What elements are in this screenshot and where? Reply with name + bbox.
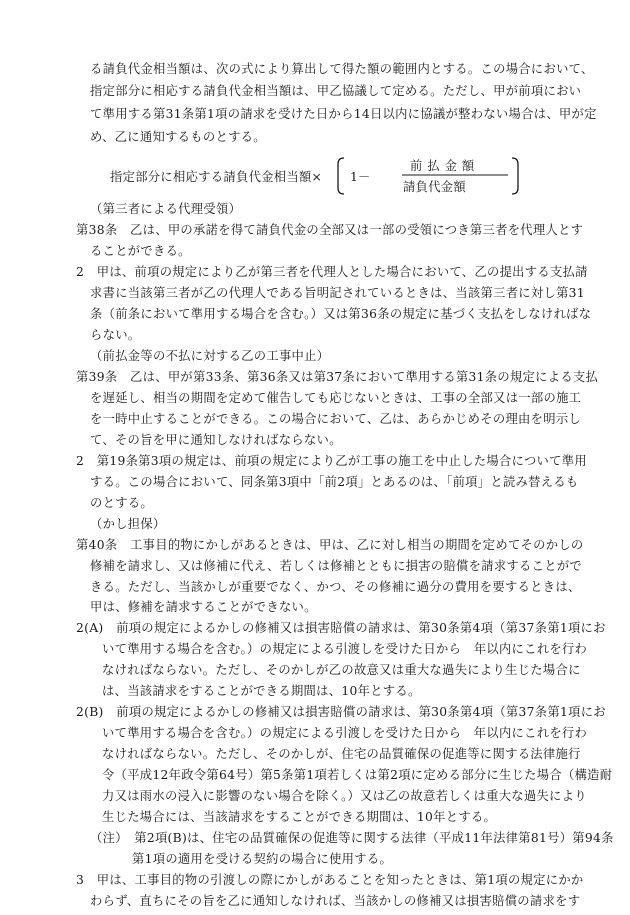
text-line: め、乙に通知するものとする。 [90,130,266,144]
text-line: る請負代金相当額は、次の式により算出して得た額の範囲内とする。この場合において、 [90,62,594,76]
text-line: 条（前条において準用する場合を含む。）又は第36条の規定に基づく支払をしなければな [90,306,592,321]
note-line: （注） 第2項(B)は、住宅の品質確保の促進等に関する法律（平成11年法律第81号）第94条 [90,831,614,846]
text-line: 甲は、修補を請求することができない。 [90,600,317,615]
text-line: を一時中止することができる。この場合において、乙は、あらかじめその理由を明示し [90,411,582,426]
text-line: のとする。 [90,495,153,510]
text-line: は、当該請求をすることができる期間は、10年とする。 [102,684,421,699]
text-line: いて準用する場合を含む。）の規定による引渡しを受けた日から 年以内にこれを行わ [102,726,588,741]
text-line: いて準用する場合を含む。）の規定による引渡しを受けた日から 年以内にこれを行わ [102,642,588,657]
text-line: 第1項の適用を受ける契約の場合に使用する。 [132,852,393,867]
paragraph-line: 2(A) 前項の規定によるかしの修補又は損害賠償の請求は、第30条第4項（第37条第1項にお [76,621,606,636]
article-line: 第38条 乙は、甲の承諾を得て請負代金の全部又は一部の受領につき第三者を代理人とす [76,223,584,237]
paragraph-line: 2 甲は、前項の規定により乙が第三者を代理人とした場合において、乙の提出する支払請 [76,264,588,279]
text-line: 力又は雨水の浸入に影響のない場合を除く。）又は乙の故意若しくは重大な過失により [102,789,587,804]
article-line: 第40条 工事目的物にかしがあるときは、甲は、乙に対し相当の期間を定めてそのかしの [76,537,584,552]
text-line: きる。ただし、当該かしが重要でなく、かつ、その修補に過分の費用を要するときは、 [90,579,581,594]
formula-numerator: 前払金額 [410,159,480,173]
text-line: 指定部分に相応する請負代金相当額は、甲乙協議して定める。ただし、甲が前項におい [90,84,582,98]
paragraph-line: 2 第19条第3項の規定は、前項の規定により乙が工事の施工を中止した場合について準用 [76,453,587,468]
heading: （前払金等の不払に対する乙の工事中止） [90,348,330,363]
formula-one-minus: 1－ [350,170,371,184]
formula-denominator: 請負代金額 [403,180,466,194]
text-line: 求書に当該第三者が乙の代理人である旨明記されているときは、当該第三者に対し第31 [90,285,585,300]
text-line: 修補を請求し、又は修補に代え、若しくは修補とともに損害の賠償を請求することがで [90,558,583,573]
text-line: て準用する第31条第1項の請求を受けた日から14日以内に協議が整わない場合は、甲が定 [90,107,597,121]
text-line: なければならない。ただし、そのかしが乙の故意又は重大な過失により生じた場合に [102,663,581,678]
text-line: わらず、直ちにその旨を乙に通知しなければ、当該かしの修補又は損害賠償の請求をす [90,894,581,908]
paragraph-line: 2(B) 前項の規定によるかしの修補又は損害賠償の請求は、第30条第4項（第37条第1項にお [76,705,606,720]
text-line: ることができる。 [90,243,191,258]
text-line: て、その旨を甲に通知しなければならない。 [90,432,342,447]
formula [110,156,480,196]
heading: （第三者による代理受領） [90,202,242,216]
text-line: 生じた場合には、当該請求をすることができる期間は、10年とする。 [102,810,497,825]
paragraph-line: 3 甲は、工事目的物の引渡しの際にかしがあることを知ったときは、第1項の規定にかか [76,873,584,887]
article-line: 第39条 乙は、甲が第33条、第36条又は第37条において準用する第31条の規定による支払 [76,369,599,384]
formula-lhs: 指定部分に相応する請負代金相当額× [110,170,323,184]
text-line: を遅延し、相当の期間を定めて催告しても応じないときは、工事の全部又は一部の施工 [90,390,582,405]
text-line: する。この場合において、同条第3項中「前2項」とあるのは、「前項」と読み替えるも [90,474,579,489]
text-line: なければならない。ただし、そのかしが、住宅の品質確保の促進等に関する法律施行 [102,747,581,762]
heading: （かし担保） [90,516,166,531]
text-line: らない。 [90,327,141,342]
text-line: 令（平成12年政令第64号）第5条第1項若しくは第2項に定める部分に生じた場合（構造耐 [102,768,613,783]
